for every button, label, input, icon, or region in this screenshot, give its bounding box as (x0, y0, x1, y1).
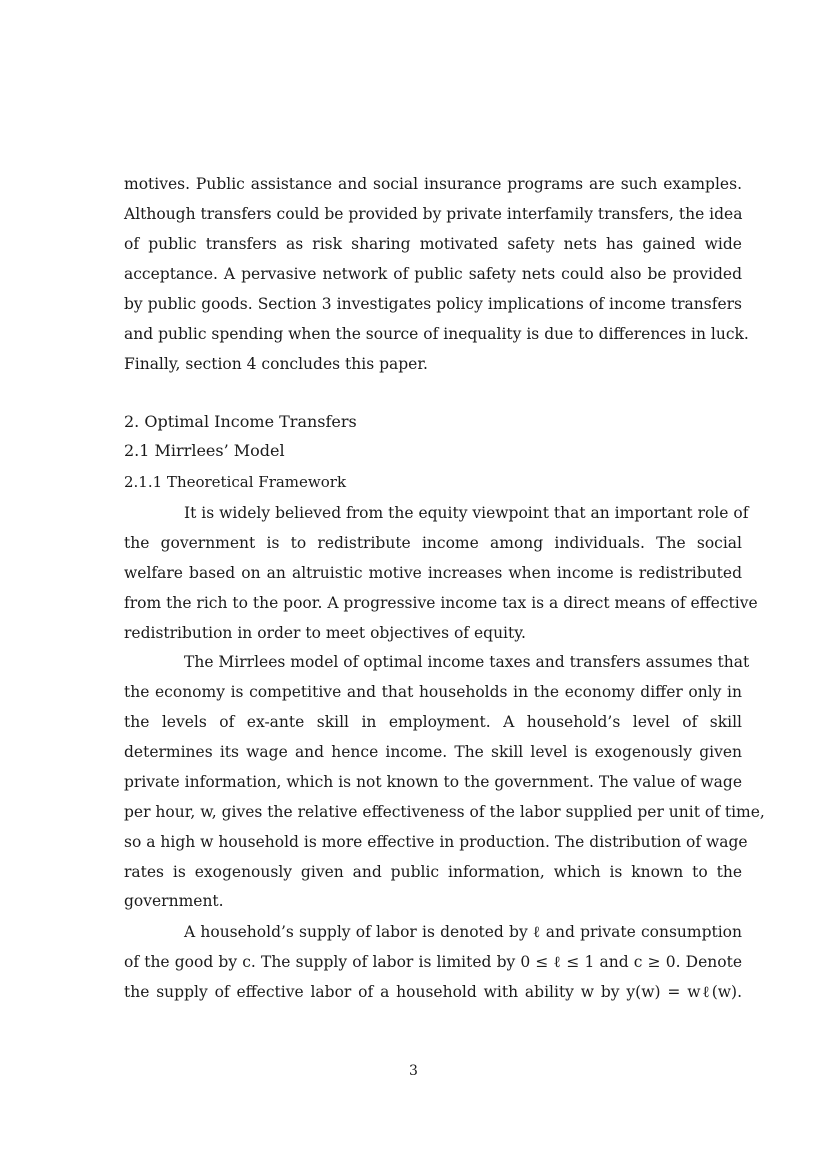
intro-line: by public goods. Section 3 investigates policy implications of income transfers (124, 295, 742, 313)
para3-line: of the good by c. The supply of labor is limited by 0 ≤ ℓ ≤ 1 and c ≥ 0. Denote (124, 953, 742, 971)
para1-line: It is widely believed from the equity viewpoint that an important role of (184, 504, 749, 522)
intro-line: of public transfers as risk sharing motivated safety nets has gained wide (124, 235, 742, 253)
intro-line: Finally, section 4 concludes this paper. (124, 355, 428, 373)
para2-line: rates is exogenously given and public information, which is known to the (124, 863, 742, 881)
subsubsection-heading: 2.1.1 Theoretical Framework (124, 473, 347, 491)
para2-line: determines its wage and hence income. The skill level is exogenously given (124, 743, 742, 761)
intro-line: acceptance. A pervasive network of public safety nets could also be provided (124, 265, 742, 283)
para1-line: the government is to redistribute income among individuals. The social (124, 534, 742, 552)
para1-line: from the rich to the poor. A progressive income tax is a direct means of effective (124, 594, 758, 612)
para2-line: the economy is competitive and that households in the economy differ only in (124, 683, 742, 701)
para3-line: the supply of effective labor of a household with ability w by y(w) = wℓ(w). (124, 983, 742, 1001)
para3-line: A household’s supply of labor is denoted by ℓ and private consumption (184, 923, 742, 941)
para2-line: so a high w household is more effective in production. The distribution of wage (124, 833, 748, 851)
intro-line: Although transfers could be provided by private interfamily transfers, the idea (124, 205, 743, 223)
para2-line: per hour, w, gives the relative effectiveness of the labor supplied per unit of time, (124, 803, 765, 821)
subsection-heading: 2.1 Mirrlees’ Model (124, 441, 285, 460)
para2-line: government. (124, 892, 224, 910)
intro-line: motives. Public assistance and social insurance programs are such examples. (124, 175, 742, 193)
page-number: 3 (409, 1063, 418, 1079)
para1-line: redistribution in order to meet objectives of equity. (124, 624, 526, 642)
intro-line: and public spending when the source of inequality is due to differences in luck. (124, 325, 749, 343)
para2-line: private information, which is not known to the government. The value of wage (124, 773, 742, 791)
para2-line: the levels of ex-ante skill in employment. A household’s level of skill (124, 713, 742, 731)
para2-line: The Mirrlees model of optimal income taxes and transfers assumes that (184, 653, 750, 671)
section-heading: 2. Optimal Income Transfers (124, 412, 357, 431)
para1-line: welfare based on an altruistic motive increases when income is redistributed (124, 564, 742, 582)
